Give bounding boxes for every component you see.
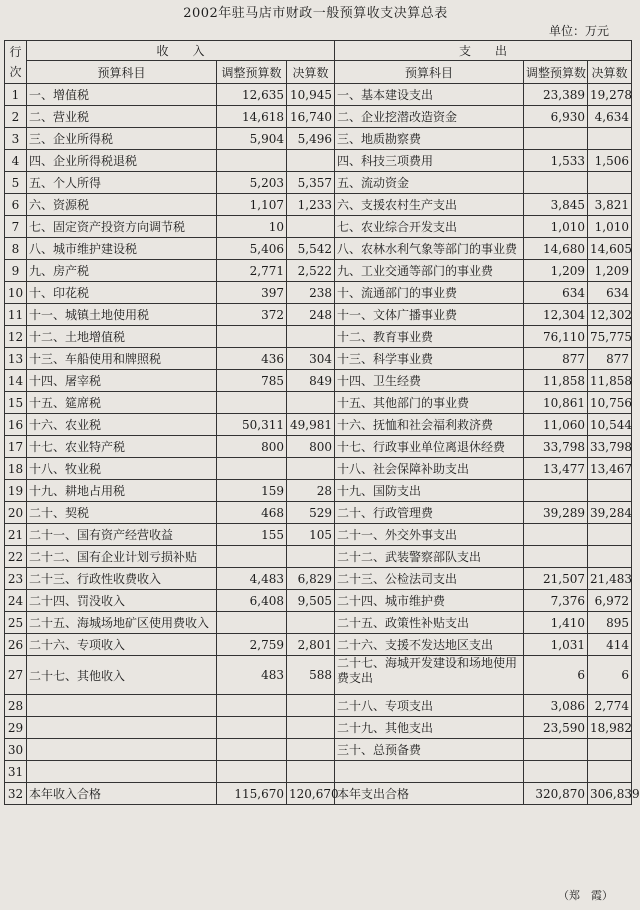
income-final-value xyxy=(287,458,335,480)
income-adjusted-value: 155 xyxy=(217,524,287,546)
income-final-value: 304 xyxy=(287,348,335,370)
expense-adjusted-value: 1,410 xyxy=(524,612,588,634)
expense-final-value xyxy=(588,761,632,783)
expense-final-value: 6,972 xyxy=(588,590,632,612)
table-row xyxy=(5,150,632,172)
expense-final-value xyxy=(588,480,632,502)
expense-adjusted-value: 21,507 xyxy=(524,568,588,590)
table-row xyxy=(5,348,632,370)
expense-item: 三十、总预备费 xyxy=(335,739,524,761)
expense-adjusted-value: 6 xyxy=(524,656,588,695)
income-final-value: 5,496 xyxy=(287,128,335,150)
expense-final-header: 决算数 xyxy=(588,61,632,84)
income-final-value xyxy=(287,717,335,739)
row-number: 29 xyxy=(5,717,27,739)
table-row xyxy=(5,568,632,590)
income-final-value xyxy=(287,761,335,783)
expense-item: 七、农业综合开发支出 xyxy=(335,216,524,238)
expense-item: 四、科技三项费用 xyxy=(335,150,524,172)
expense-item: 二十三、公检法司支出 xyxy=(335,568,524,590)
income-final-value xyxy=(287,150,335,172)
table-row xyxy=(5,128,632,150)
income-item: 二十七、其他收入 xyxy=(27,656,217,695)
row-number: 1 xyxy=(5,84,27,106)
income-final-value xyxy=(287,392,335,414)
income-final-value: 49,981 xyxy=(287,414,335,436)
income-final-value: 1,233 xyxy=(287,194,335,216)
expense-item: 二十二、武装警察部队支出 xyxy=(335,546,524,568)
expense-item: 五、流动资金 xyxy=(335,172,524,194)
expense-adjusted-value xyxy=(524,128,588,150)
expense-final-value: 18,982 xyxy=(588,717,632,739)
income-item: 十七、农业特产税 xyxy=(27,436,217,458)
table-row xyxy=(5,260,632,282)
income-final-value: 28 xyxy=(287,480,335,502)
expense-item: 六、支援农村生产支出 xyxy=(335,194,524,216)
income-final-value xyxy=(287,695,335,717)
expense-adjusted-value: 3,845 xyxy=(524,194,588,216)
income-adjusted-header: 调整预算数 xyxy=(217,61,287,84)
row-number: 12 xyxy=(5,326,27,348)
income-final-value: 120,670 xyxy=(287,783,335,805)
row-number: 11 xyxy=(5,304,27,326)
expense-final-value: 3,821 xyxy=(588,194,632,216)
income-adjusted-value xyxy=(217,150,287,172)
income-adjusted-value xyxy=(217,392,287,414)
expense-final-value xyxy=(588,739,632,761)
expense-adjusted-value: 13,477 xyxy=(524,458,588,480)
table-row xyxy=(5,326,632,348)
expense-final-value: 1,209 xyxy=(588,260,632,282)
income-item: 二十四、罚没收入 xyxy=(27,590,217,612)
income-item: 十三、车船使用和牌照税 xyxy=(27,348,217,370)
income-adjusted-value: 436 xyxy=(217,348,287,370)
expense-item: 十二、教育事业费 xyxy=(335,326,524,348)
income-final-value xyxy=(287,739,335,761)
income-item-header: 预算科目 xyxy=(27,61,217,84)
expense-item: 二、企业挖潜改造资金 xyxy=(335,106,524,128)
income-adjusted-value: 6,408 xyxy=(217,590,287,612)
income-final-value: 16,740 xyxy=(287,106,335,128)
expense-adjusted-header: 调整预算数 xyxy=(524,61,588,84)
table-row xyxy=(5,590,632,612)
income-final-value: 9,505 xyxy=(287,590,335,612)
expense-item: 十五、其他部门的事业费 xyxy=(335,392,524,414)
expense-item: 九、工业交通等部门的事业费 xyxy=(335,260,524,282)
income-adjusted-value: 12,635 xyxy=(217,84,287,106)
expense-item xyxy=(335,761,524,783)
expense-final-value: 306,839 xyxy=(588,783,632,805)
row-number-header: 行次 xyxy=(5,41,27,84)
expense-item: 十四、卫生经费 xyxy=(335,370,524,392)
table-row xyxy=(5,84,632,106)
income-adjusted-value: 2,771 xyxy=(217,260,287,282)
income-item: 五、个人所得 xyxy=(27,172,217,194)
row-number: 13 xyxy=(5,348,27,370)
income-item xyxy=(27,761,217,783)
row-number: 16 xyxy=(5,414,27,436)
page-title: 2002年驻马店市财政一般预算收支决算总表 xyxy=(183,6,448,21)
expense-final-value: 19,278 xyxy=(588,84,632,106)
row-number: 23 xyxy=(5,568,27,590)
expense-item: 二十四、城市维护费 xyxy=(335,590,524,612)
expense-final-value: 33,798 xyxy=(588,436,632,458)
expense-item: 二十八、专项支出 xyxy=(335,695,524,717)
income-adjusted-value xyxy=(217,612,287,634)
income-item: 二十五、海城场地矿区使用费收入 xyxy=(27,612,217,634)
row-number: 18 xyxy=(5,458,27,480)
table-row xyxy=(5,172,632,194)
table-row xyxy=(5,392,632,414)
income-header: 收 入 xyxy=(27,41,335,61)
expense-adjusted-value xyxy=(524,524,588,546)
expense-item-header: 预算科目 xyxy=(335,61,524,84)
expense-adjusted-value: 76,110 xyxy=(524,326,588,348)
income-adjusted-value: 785 xyxy=(217,370,287,392)
income-final-value: 2,522 xyxy=(287,260,335,282)
expense-adjusted-value: 7,376 xyxy=(524,590,588,612)
income-adjusted-value: 5,203 xyxy=(217,172,287,194)
row-number: 8 xyxy=(5,238,27,260)
expense-adjusted-value: 320,870 xyxy=(524,783,588,805)
expense-final-value: 1,010 xyxy=(588,216,632,238)
expense-final-value: 2,774 xyxy=(588,695,632,717)
expense-final-value xyxy=(588,546,632,568)
row-number: 20 xyxy=(5,502,27,524)
row-number: 9 xyxy=(5,260,27,282)
table-row xyxy=(5,370,632,392)
income-final-value: 238 xyxy=(287,282,335,304)
income-adjusted-value: 5,406 xyxy=(217,238,287,260)
expense-item: 二十一、外交外事支出 xyxy=(335,524,524,546)
income-adjusted-value xyxy=(217,458,287,480)
expense-item: 二十、行政管理费 xyxy=(335,502,524,524)
income-final-value: 5,357 xyxy=(287,172,335,194)
income-final-value: 5,542 xyxy=(287,238,335,260)
expense-adjusted-value: 634 xyxy=(524,282,588,304)
expense-final-value: 1,506 xyxy=(588,150,632,172)
expense-item: 十六、抚恤和社会福利救济费 xyxy=(335,414,524,436)
income-item: 十六、农业税 xyxy=(27,414,217,436)
row-number: 30 xyxy=(5,739,27,761)
row-number: 27 xyxy=(5,656,27,695)
income-item: 二、营业税 xyxy=(27,106,217,128)
income-adjusted-value xyxy=(217,717,287,739)
expense-final-value xyxy=(588,524,632,546)
expense-final-value: 11,858 xyxy=(588,370,632,392)
expense-adjusted-value: 11,858 xyxy=(524,370,588,392)
expense-final-value: 13,467 xyxy=(588,458,632,480)
income-adjusted-value: 14,618 xyxy=(217,106,287,128)
expense-final-value: 12,302 xyxy=(588,304,632,326)
row-number: 3 xyxy=(5,128,27,150)
table-row xyxy=(5,282,632,304)
expense-item: 二十七、海城开发建设和场地使用费支出 xyxy=(335,656,524,695)
expense-item: 二十六、支援不发达地区支出 xyxy=(335,634,524,656)
expense-adjusted-value xyxy=(524,172,588,194)
expense-item: 十一、文体广播事业费 xyxy=(335,304,524,326)
table-row xyxy=(5,194,632,216)
table-row xyxy=(5,656,632,695)
row-number: 21 xyxy=(5,524,27,546)
table-row xyxy=(5,238,632,260)
income-final-value xyxy=(287,216,335,238)
expense-item: 十九、国防支出 xyxy=(335,480,524,502)
expense-adjusted-value: 6,930 xyxy=(524,106,588,128)
table-row xyxy=(5,524,632,546)
table-row xyxy=(5,414,632,436)
expense-item: 二十五、政策性补贴支出 xyxy=(335,612,524,634)
income-adjusted-value xyxy=(217,546,287,568)
income-adjusted-value: 397 xyxy=(217,282,287,304)
table-row xyxy=(5,304,632,326)
expense-adjusted-value xyxy=(524,761,588,783)
row-number: 2 xyxy=(5,106,27,128)
row-number: 6 xyxy=(5,194,27,216)
income-final-header: 决算数 xyxy=(287,61,335,84)
table-row xyxy=(5,216,632,238)
income-item: 十五、筵席税 xyxy=(27,392,217,414)
expense-adjusted-value xyxy=(524,546,588,568)
row-number: 10 xyxy=(5,282,27,304)
expense-adjusted-value: 1,533 xyxy=(524,150,588,172)
table-row xyxy=(5,739,632,761)
income-item: 二十二、国有企业计划亏损补贴 xyxy=(27,546,217,568)
row-number: 17 xyxy=(5,436,27,458)
income-final-value xyxy=(287,326,335,348)
table-row xyxy=(5,106,632,128)
income-adjusted-value: 372 xyxy=(217,304,287,326)
income-final-value: 105 xyxy=(287,524,335,546)
income-final-value: 529 xyxy=(287,502,335,524)
table-row xyxy=(5,502,632,524)
income-final-value: 248 xyxy=(287,304,335,326)
expense-final-value: 414 xyxy=(588,634,632,656)
expense-adjusted-value xyxy=(524,480,588,502)
expense-final-value: 10,544 xyxy=(588,414,632,436)
income-item: 十九、耕地占用税 xyxy=(27,480,217,502)
table-row xyxy=(5,612,632,634)
income-item xyxy=(27,695,217,717)
table-row xyxy=(5,761,632,783)
expense-item: 八、农林水利气象等部门的事业费 xyxy=(335,238,524,260)
income-final-value: 849 xyxy=(287,370,335,392)
expense-adjusted-value: 1,010 xyxy=(524,216,588,238)
income-adjusted-value: 10 xyxy=(217,216,287,238)
expense-final-value: 895 xyxy=(588,612,632,634)
income-item: 十八、牧业税 xyxy=(27,458,217,480)
budget-table xyxy=(4,40,640,805)
income-item: 二十、契税 xyxy=(27,502,217,524)
unit-label: 单位：万元 xyxy=(548,24,609,38)
income-adjusted-value xyxy=(217,761,287,783)
income-item: 九、房产税 xyxy=(27,260,217,282)
income-item: 六、资源税 xyxy=(27,194,217,216)
income-item xyxy=(27,739,217,761)
row-number: 24 xyxy=(5,590,27,612)
income-item: 三、企业所得税 xyxy=(27,128,217,150)
expense-final-value: 877 xyxy=(588,348,632,370)
table-row xyxy=(5,436,632,458)
expense-final-value: 39,284 xyxy=(588,502,632,524)
income-final-value xyxy=(287,612,335,634)
income-final-value: 6,829 xyxy=(287,568,335,590)
income-item: 十四、屠宰税 xyxy=(27,370,217,392)
expense-adjusted-value: 39,289 xyxy=(524,502,588,524)
income-item: 八、城市维护建设税 xyxy=(27,238,217,260)
expense-adjusted-value: 14,680 xyxy=(524,238,588,260)
income-adjusted-value: 50,311 xyxy=(217,414,287,436)
income-adjusted-value: 5,904 xyxy=(217,128,287,150)
row-number: 7 xyxy=(5,216,27,238)
editor-credit: （郑 霞） xyxy=(558,889,613,902)
expense-adjusted-value: 1,031 xyxy=(524,634,588,656)
income-adjusted-value: 1,107 xyxy=(217,194,287,216)
table-row xyxy=(5,634,632,656)
table-row xyxy=(5,695,632,717)
row-number: 31 xyxy=(5,761,27,783)
income-item: 二十六、专项收入 xyxy=(27,634,217,656)
expense-final-value: 10,756 xyxy=(588,392,632,414)
income-final-value: 588 xyxy=(287,656,335,695)
income-item: 十一、城镇土地使用税 xyxy=(27,304,217,326)
expense-adjusted-value: 11,060 xyxy=(524,414,588,436)
row-number: 26 xyxy=(5,634,27,656)
table-row xyxy=(5,480,632,502)
expense-item: 十八、社会保障补助支出 xyxy=(335,458,524,480)
expense-final-value: 4,634 xyxy=(588,106,632,128)
income-adjusted-value xyxy=(217,695,287,717)
income-item xyxy=(27,717,217,739)
row-number: 28 xyxy=(5,695,27,717)
income-item: 二十一、国有资产经营收益 xyxy=(27,524,217,546)
income-adjusted-value: 2,759 xyxy=(217,634,287,656)
row-number: 19 xyxy=(5,480,27,502)
expense-item: 本年支出合格 xyxy=(335,783,524,805)
income-item: 二十三、行政性收费收入 xyxy=(27,568,217,590)
row-number: 22 xyxy=(5,546,27,568)
income-item: 十二、土地增值税 xyxy=(27,326,217,348)
income-item: 四、企业所得税退税 xyxy=(27,150,217,172)
expense-final-value: 634 xyxy=(588,282,632,304)
row-number: 32 xyxy=(5,783,27,805)
income-adjusted-value: 468 xyxy=(217,502,287,524)
income-item: 本年收入合格 xyxy=(27,783,217,805)
expense-item: 十七、行政事业单位离退休经费 xyxy=(335,436,524,458)
row-number: 15 xyxy=(5,392,27,414)
expense-adjusted-value: 10,861 xyxy=(524,392,588,414)
income-item: 一、增值税 xyxy=(27,84,217,106)
row-number: 4 xyxy=(5,150,27,172)
income-adjusted-value: 115,670 xyxy=(217,783,287,805)
table-row xyxy=(5,458,632,480)
expense-final-value xyxy=(588,128,632,150)
expense-adjusted-value xyxy=(524,739,588,761)
income-adjusted-value xyxy=(217,326,287,348)
expense-adjusted-value: 23,590 xyxy=(524,717,588,739)
expense-adjusted-value: 1,209 xyxy=(524,260,588,282)
expense-final-value: 75,775 xyxy=(588,326,632,348)
expense-final-value: 6 xyxy=(588,656,632,695)
row-number: 14 xyxy=(5,370,27,392)
income-final-value: 2,801 xyxy=(287,634,335,656)
expense-adjusted-value: 12,304 xyxy=(524,304,588,326)
expense-item: 三、地质勘察费 xyxy=(335,128,524,150)
expense-adjusted-value: 33,798 xyxy=(524,436,588,458)
income-adjusted-value: 159 xyxy=(217,480,287,502)
income-item: 七、固定资产投资方向调节税 xyxy=(27,216,217,238)
income-item: 十、印花税 xyxy=(27,282,217,304)
expense-item: 二十九、其他支出 xyxy=(335,717,524,739)
income-adjusted-value xyxy=(217,739,287,761)
income-final-value: 800 xyxy=(287,436,335,458)
table-row xyxy=(5,783,632,805)
expense-adjusted-value: 3,086 xyxy=(524,695,588,717)
income-adjusted-value: 4,483 xyxy=(217,568,287,590)
expense-adjusted-value: 877 xyxy=(524,348,588,370)
income-final-value xyxy=(287,546,335,568)
table-row xyxy=(5,546,632,568)
table-row xyxy=(5,717,632,739)
expense-final-value xyxy=(588,172,632,194)
income-final-value: 10,945 xyxy=(287,84,335,106)
budget-table-body xyxy=(5,84,640,805)
expense-adjusted-value: 23,389 xyxy=(524,84,588,106)
expense-item: 十三、科学事业费 xyxy=(335,348,524,370)
expense-header: 支 出 xyxy=(335,41,632,61)
expense-item: 一、基本建设支出 xyxy=(335,84,524,106)
income-adjusted-value: 800 xyxy=(217,436,287,458)
expense-item: 十、流通部门的事业费 xyxy=(335,282,524,304)
row-number: 25 xyxy=(5,612,27,634)
expense-final-value: 14,605 xyxy=(588,238,632,260)
income-adjusted-value: 483 xyxy=(217,656,287,695)
expense-final-value: 21,483 xyxy=(588,568,632,590)
row-number: 5 xyxy=(5,172,27,194)
